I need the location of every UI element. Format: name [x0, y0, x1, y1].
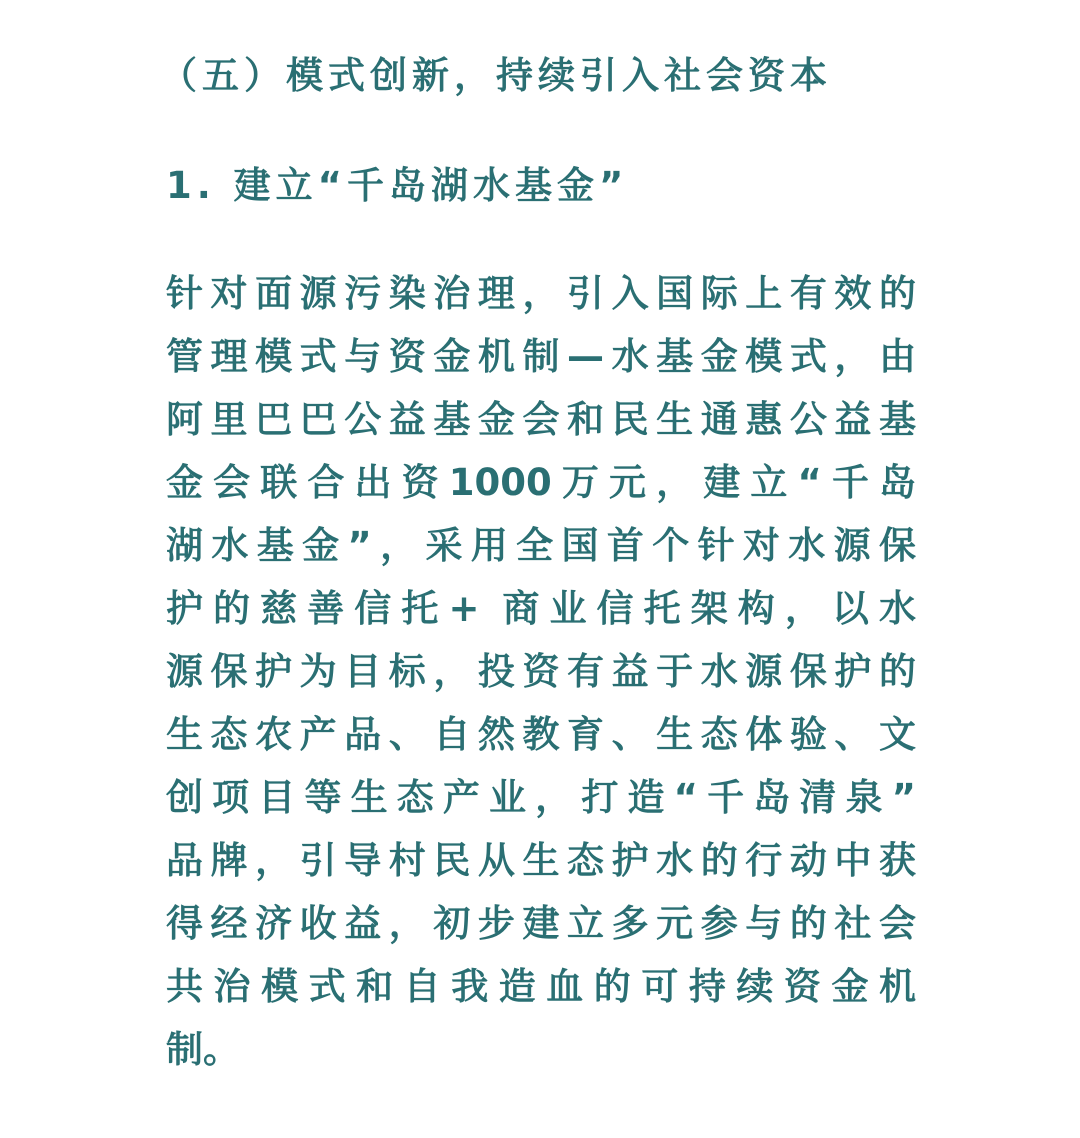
paragraph-line: 共治模式和自我造血的可持续资金机 [166, 965, 916, 1008]
paragraph-line: 湖水基金”，采用全国首个针对水源保 [166, 524, 916, 567]
section-heading: （五）模式创新，持续引入社会资本 [160, 54, 832, 97]
paragraph-line: 阿里巴巴公益基金会和民生通惠公益基 [166, 398, 916, 441]
paragraph-line: 生态农产品、自然教育、生态体验、文 [166, 713, 916, 756]
paragraph-line: 护的慈善信托+ 商业信托架构，以水 [166, 587, 916, 630]
paragraph-line: 制。 [166, 1028, 240, 1071]
sub-heading: 1. 建立“千岛湖水基金” [166, 164, 629, 207]
paragraph-line: 品牌，引导村民从生态护水的行动中获 [166, 839, 916, 882]
paragraph-line: 源保护为目标，投资有益于水源保护的 [166, 650, 916, 693]
paragraph-line: 金会联合出资1000万元，建立“千岛 [166, 461, 916, 504]
paragraph-line: 针对面源污染治理，引入国际上有效的 [166, 272, 916, 315]
paragraph-line: 管理模式与资金机制—水基金模式，由 [166, 335, 916, 378]
paragraph-line: 得经济收益，初步建立多元参与的社会 [166, 902, 916, 945]
body-paragraph [166, 262, 916, 1081]
paragraph-line: 创项目等生态产业，打造“千岛清泉” [166, 776, 916, 819]
